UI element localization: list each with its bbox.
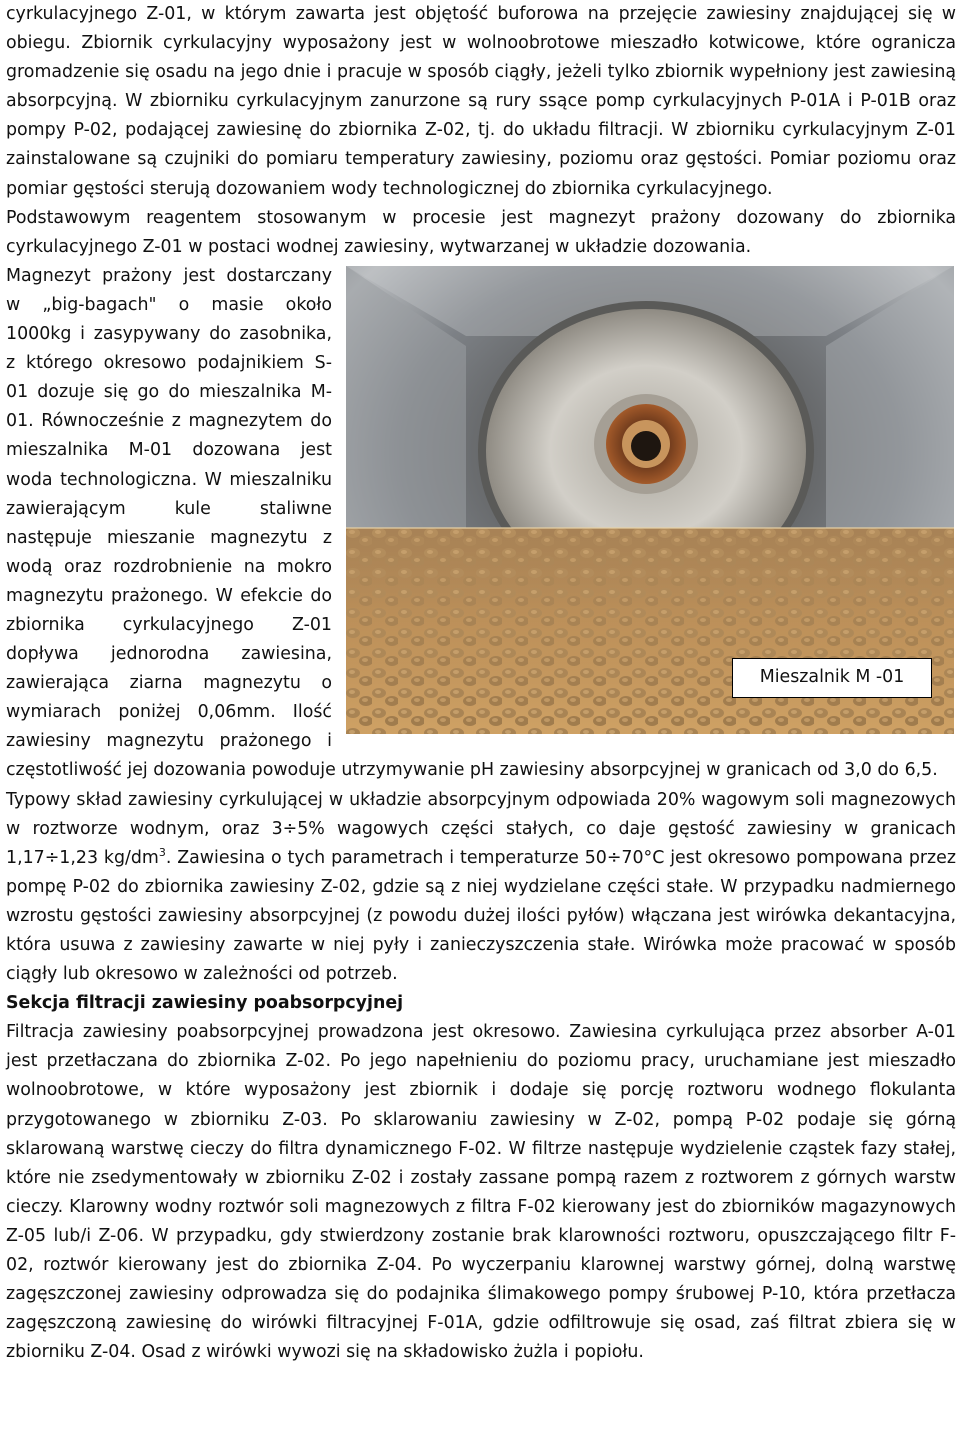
figure-caption: Mieszalnik M -01 [732, 658, 932, 698]
unit-superscript: 3 [158, 845, 166, 859]
paragraph-circulation-tank: cyrkulacyjnego Z-01, w którym zawarta jest objętość buforowa na przejęcie zawiesiny znajdującej się w obiegu. Zbiornik cyrkulacyjny wyposażony jest w wolnoobrotowe mieszadło kotwicowe, które ogranicza gromadzenie się osadu na jego dnie i pracuje w sposób ciągły, jeżeli tylko zbiornik wypełniony jest zawiesiną absorpcyjną. W zbiorniku cyrkulacyjnym zanurzone są rury ssące pomp cyrkulacyjnych P-01A i P-01B oraz pompy P-02, podającej zawiesinę do zbiornika Z-02, tj. do układu filtracji. W zbiorniku cyrkulacyjnym Z-01 zainstalowane są czujniki do pomiaru temperatury zawiesiny, poziomu oraz gęstości. Pomiar poziomu oraz pomiar gęstości sterują dozowaniem wody technologicznej do zbiornika cyrkulacyjnego. [6, 4, 956, 199]
paragraph-main-reagent: Podstawowym reagentem stosowanym w procesie jest magnezyt prażony dozowany do zbiornika cyrkulacyjnego Z-01 w postaci wodnej zawiesiny, wytwarzanej w układzie dozowania. [6, 207, 956, 257]
document-page [6, 0, 956, 1367]
slurry-composition-text-b: . Zawiesina o tych parametrach i temperaturze 50÷70°C jest okresowo pompowana przez pompę P-02 do zbiornika zawiesiny Z-02, gdzie są z niej wydzielane części stałe. W przypadku nadmiernego wzrostu gęstości zawiesiny absorpcyjnej (z powodu dużej ilości pyłów) włączana jest wirówka dekantacyjna, która usuwa z zawiesiny zawarte w niej pyły i zanieczyszczenia stałe. Wirówka może pracować w sposób ciągły lub okresowo w zależności od potrzeb. [6, 847, 956, 985]
paragraph-filtration: Filtracja zawiesiny poabsorpcyjnej prowadzona jest okresowo. Zawiesina cyrkulująca przez absorber A-01 jest przetłaczana do zbiornika Z-02. Po jego napełnieniu do poziomu pracy, uruchamiane jest mieszadło wolnoobrotowe, w które wyposażony jest zbiornik i dodaje się porcję roztworu wodnego flokulanta przygotowanego w zbiorniku Z-03. Po sklarowaniu zawiesiny w Z-02, pompą P-02 podaje się górną sklarowaną warstwę cieczy do filtra dynamicznego F-02. W filtrze następuje wydzielenie cząstek fazy stałej, które nie zsedymentowały w zbiorniku Z-02 i zostały zassane pompą razem z roztworem z górnych warstw cieczy. Klarowny wodny roztwór soli magnezowych z filtra F-02 kierowany jest do zbiorników magazynowych Z-05 lub/i Z-06. W przypadku, gdy stwierdzony zostanie brak klarowności roztworu, opuszczającego filtr F-02, roztwór kierowany jest do zbiornika Z-04. Po wyczerpaniu klarownej warstwy górnej, dolną warstwę zagęszczonej zawiesiny odprowadza się do podajnika ślimakowego pompy śrubowej P-10, która przetłacza zagęszczoną zawiesinę do wirówki filtracyjnej F-01A, gdzie odfiltrowuje się osad, zaś filtrat zbiera się w zbiorniku Z-04. Osad z wirówki wywozi się na składowisko żużla i popiołu. [6, 1022, 956, 1363]
section-heading: Sekcja filtracji zawiesiny poabsorpcyjnej [6, 993, 404, 1014]
paragraph-slurry-composition [6, 786, 956, 990]
slurry-composition-text-a: Typowy skład zawiesiny cyrkulującej w układzie absorpcyjnym odpowiada 20% wagowym soli magnezowych w roztworze wodnym, oraz 3÷5% wagowych części stałych, co daje gęstość zawiesiny w granicach 1,17÷1,23 kg/dm [6, 789, 956, 868]
mixer-photo-figure [346, 266, 954, 734]
paragraph-magnesite-dosing: Magnezyt prażony jest dostarczany w „big-bagach" o masie około 1000kg i zasypywany do zasobnika, z którego okresowo podajnikiem S-01 dozuje się go do mieszalnika M-01. Równocześnie z magnezytem do mieszalnika M-01 dozowana jest woda technologiczna. W mieszalniku zawierającym kule staliwne następuje mieszanie magnezytu z wodą oraz rozdrobnienie na mokro magnezytu prażonego. W efekcie do zbiornika cyrkulacyjnego Z-01 dopływa jednorodna zawiesina, zawierająca ziarna magnezytu o wymiarach poniżej 0,06mm. Ilość zawiesiny magnezytu prażonego i częstotliwość jej dozowania powoduje utrzymywanie pH zawiesiny absorpcyjnej w granicach od 3,0 do 6,5. [6, 265, 938, 781]
